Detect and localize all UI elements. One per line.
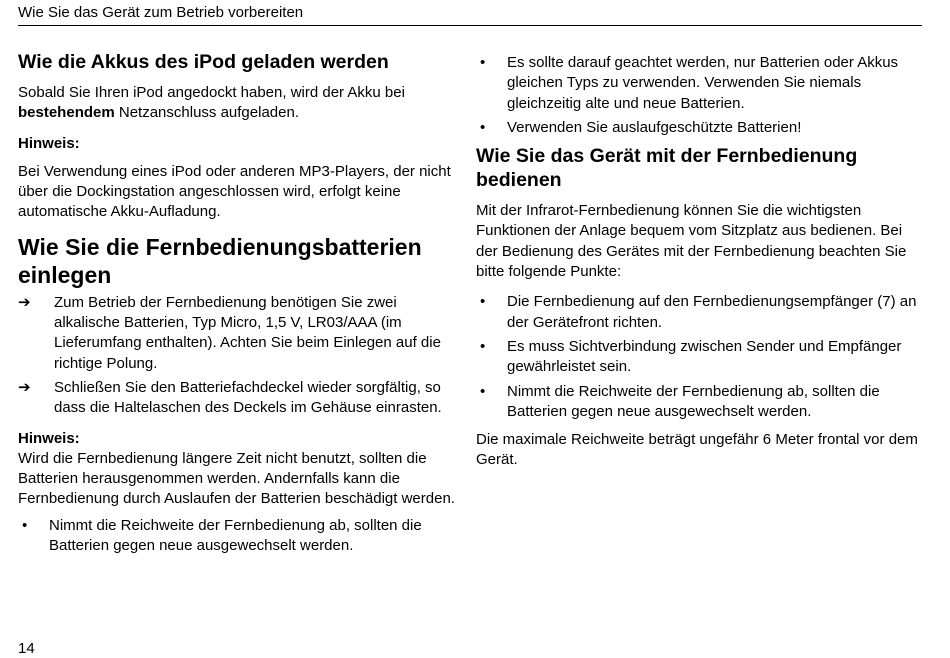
list-item-text: Nimmt die Reichweite der Fernbedienung ab, sollten die Batterien gegen neue ausgewechselt werden.	[507, 382, 880, 420]
section-title-ipod-charging: Wie die Akkus des iPod geladen werden	[18, 51, 389, 73]
closing-paragraph: Die maximale Reichweite beträgt ungefähr 6 Meter frontal vor dem Gerät.	[476, 431, 918, 469]
bullet-icon: •	[480, 337, 486, 355]
section-title-remote-operation: Wie Sie das Gerät mit der Fernbedienung bedienen	[476, 145, 858, 192]
list-item-text: Die Fernbedienung auf den Fernbedienungsempfänger (7) an der Gerätefront richten.	[507, 293, 917, 331]
remote-operation-intro: Mit der Infrarot-Fernbedienung können Sie die wichtigsten Funktionen der Anlage bequem vom Sitzplatz aus bedienen. Bei der Bedienung des Gerätes mit der Fernbedienung beachten Sie bitte folgende Punkte:	[476, 202, 907, 281]
list-item	[476, 53, 921, 114]
arrow-icon: ➔	[18, 293, 31, 311]
bullet-icon: •	[480, 54, 486, 71]
paragraph-bold-word: bestehendem	[18, 104, 115, 122]
list-item-text: Es sollte darauf geachtet werden, nur Batterien oder Akkus gleichen Typs zu verwenden. Verwenden Sie niemals gleichzeitig alte und neue Batterien.	[507, 54, 899, 112]
list-item-text: Nimmt die Reichweite der Fernbedienung ab, sollten die Batterien gegen neue ausgewechselt werden.	[49, 516, 422, 555]
list-item-text: Es muss Sichtverbindung zwischen Sender und Empfänger gewährleistet sein.	[507, 337, 902, 376]
step-text: Schließen Sie den Batteriefachdeckel wieder sorgfältig, so dass die Haltelaschen des Deckels im Gehäuse einrasten.	[54, 378, 442, 417]
bullet-icon: •	[22, 516, 28, 534]
step-item	[18, 378, 463, 419]
list-item-text: Verwenden Sie auslaufgeschützte Batterien!	[507, 118, 802, 136]
step-item	[18, 293, 463, 374]
list-item	[476, 337, 921, 378]
step-text: Zum Betrieb der Fernbedienung benötigen Sie zwei alkalische Batterien, Typ Micro, 1,5 V, LR03/AAA (im Lieferumfang enthalten). Achten Sie beim Einlegen auf die richtige Polung.	[54, 293, 441, 372]
paragraph-text-start: Sobald Sie Ihren iPod angedockt haben, wird der Akku bei	[18, 84, 405, 101]
hint-text: Bei Verwendung eines iPod oder anderen MP3-Players, der nicht über die Dockingstation angeschlossen wird, erfolgt keine automatische Akku-Aufladung.	[18, 162, 451, 221]
section-title-battery-insertion: Wie Sie die Fernbedienungsbatterien einlegen	[18, 233, 422, 288]
hint-title: Hinweis:	[18, 429, 80, 447]
ipod-charging-paragraph	[18, 83, 463, 124]
arrow-icon: ➔	[18, 378, 31, 396]
bullet-icon: •	[480, 382, 486, 400]
left-column	[18, 50, 463, 560]
running-header: Wie Sie das Gerät zum Betrieb vorbereiten	[18, 4, 922, 26]
list-item	[476, 292, 921, 333]
page-number: 14	[18, 640, 35, 657]
right-column	[476, 53, 921, 481]
list-item	[18, 516, 463, 557]
hint-text: Wird die Fernbedienung längere Zeit nicht benutzt, sollten die Batterien herausgenommen werden. Andernfalls kann die Fernbedienung durch Auslaufen der Batterien beschädigt werden.	[18, 449, 455, 508]
bullet-icon: •	[480, 118, 486, 136]
bullet-icon: •	[480, 293, 486, 311]
paragraph-text-end: Netzanschluss aufgeladen.	[114, 104, 299, 122]
list-item	[476, 382, 921, 423]
list-item	[476, 118, 921, 138]
hint-title: Hinweis:	[18, 134, 80, 152]
